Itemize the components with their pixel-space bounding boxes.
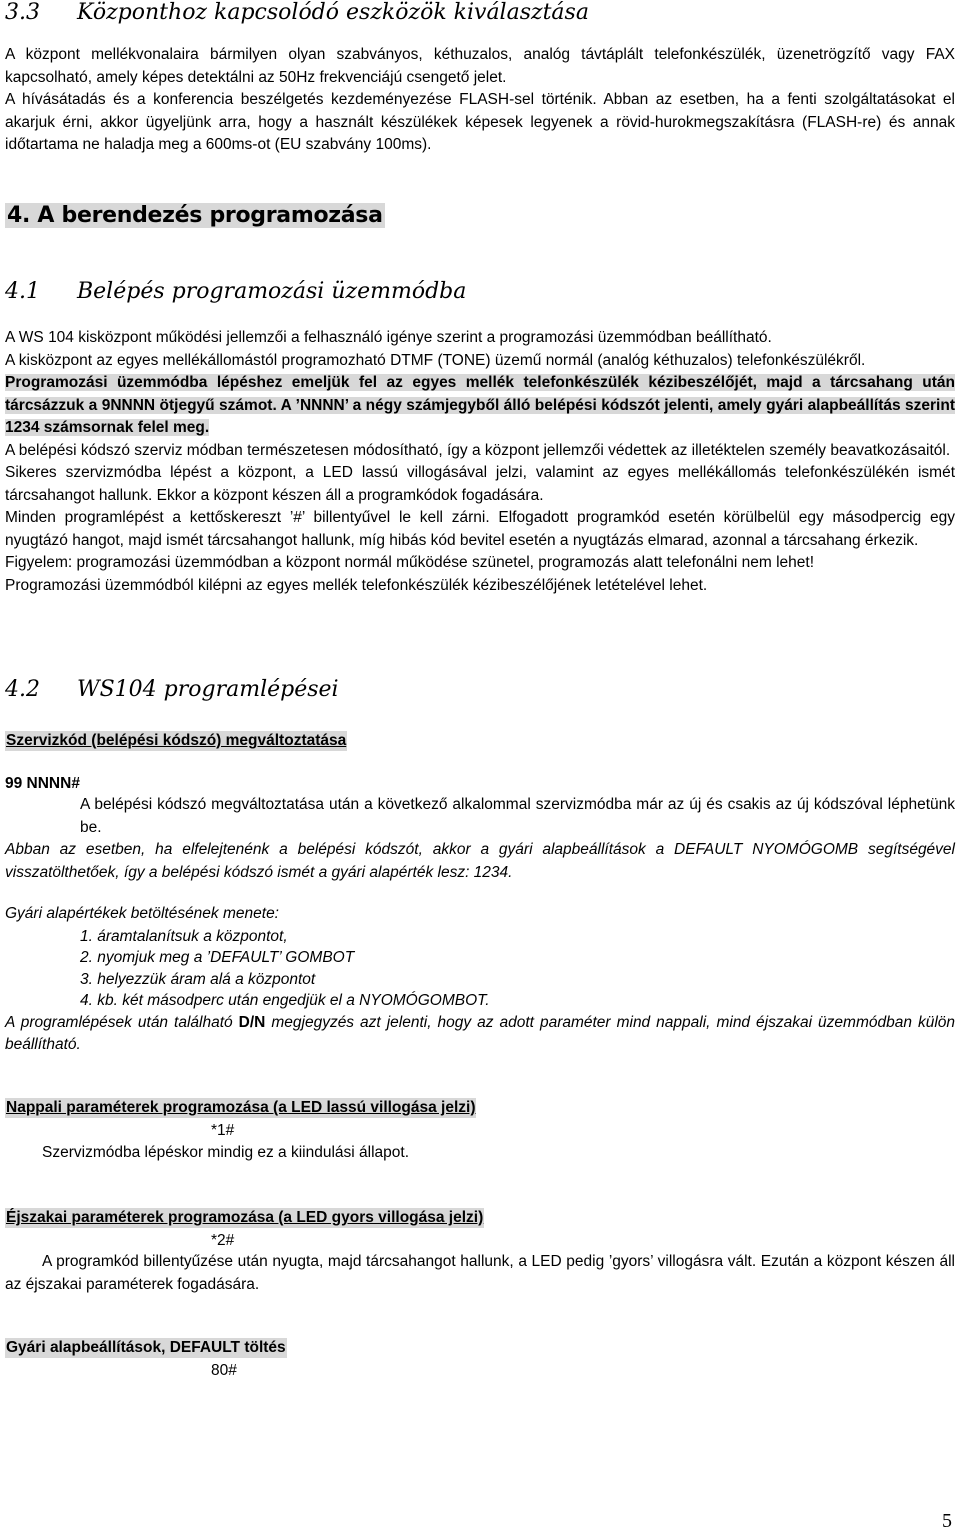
heading-4: 4. A berendezés programozása (7, 203, 383, 228)
list-item: 1. áramtalanítsuk a központot, (80, 927, 288, 945)
paragraph: Minden programlépést a kettőskereszt ’#’ billentyűvel le kell zárni. Elfogadott programkód esetén körülbelül egy másodpercig egy nyugtázó hangot, majd ismét tárcsahangot hallunk, míg hibás kód bevitel esetén a nyugtázás elmarad, azonnal a tárcsahang érkezik. (5, 509, 955, 549)
heading-3-3: 3.3 Központhoz kapcsolódó eszközök kiválasztása (5, 0, 589, 25)
program-code: *2# (211, 1232, 235, 1249)
heading-4-2: 4.2 WS104 programlépései (5, 677, 339, 702)
program-code: 80# (211, 1362, 237, 1379)
program-code: 99 NNNN# (5, 775, 80, 792)
section-4-1-body (5, 327, 955, 597)
program-code: *1# (211, 1122, 235, 1139)
night-params-body (5, 1251, 955, 1296)
section-heading-day-params: Nappali paraméterek programozása (a LED lassú villogása jelzi) (6, 1099, 476, 1116)
highlighted-paragraph: Programozási üzemmódba lépéshez emeljük fel az egyes mellék telefonkészülék kézibeszélőjét, majd a tárcsahang után tárcsázzuk a 9NNNN ötjegyű számot. A ’NNNN’ a négy számjegyből álló belépési kódszót jelenti, amely gyári alapbeállítás szerint 1234 számsornak felel meg. (5, 374, 955, 436)
paragraph: Programozási üzemmódból kilépni az egyes mellék telefonkészülék kézibeszélőjének letételével lehet. (5, 576, 708, 594)
section-heading-service-code: Szervizkód (belépési kódszó) megváltoztatása (6, 732, 347, 749)
paragraph: Szervizmódba lépéskor mindig ez a kiindulási állapot. (42, 1144, 410, 1161)
default-steps-list (5, 926, 955, 1012)
section-heading-default: Gyári alapbeállítások, DEFAULT töltés (6, 1339, 286, 1356)
paragraph: A WS 104 kisközpont működési jellemzői a felhasználó igénye szerint a programozási üzemmódban beállítható. (5, 329, 772, 346)
paragraph: Sikeres szervizmódba lépést a központ, a LED lassú villogásával jelzi, valamint az egyes mellékállomás telefonkészülékén ismét tárcsahangot hallunk. Ekkor a központ készen áll a programkódok fogadására. (5, 464, 955, 504)
paragraph: A hívásátadás és a konferencia beszélgetés kezdeményezése FLASH-sel történik. Abban az esetben, ha a fenti szolgáltatásokat el akarjuk érni, akkor ügyeljünk arra, hogy a használt készülékek képesek legyenek a rövid-hurokmegszakításra (FLASH-re) és annak időtartama ne haladja meg a 600ms-ot (EU szabvány 100ms). (5, 91, 955, 153)
paragraph: A belépési kódszó megváltoztatása után a következő alkalommal szervizmódba már az új és csakis az új kódszóval léphetünk be. (80, 796, 955, 836)
warning-paragraph: Figyelem: programozási üzemmódban a központ normál működése szünetel, programozás alatt telefonálni nem lehet! (5, 554, 815, 571)
default-procedure (5, 903, 955, 1057)
paragraph: A belépési kódszó szerviz módban természetesen módosítható, így a központ jellemzői védettek az illetéktelen személy beavatkozásaitól. (5, 441, 951, 459)
list-item: 4. kb. két másodperc után engedjük el a NYOMÓGOMBOT. (80, 992, 490, 1009)
section-heading-night-params: Éjszakai paraméterek programozása (a LED gyors villogása jelzi) (6, 1209, 484, 1226)
paragraph: Abban az esetben, ha elfelejtenénk a belépési kódszót, akkor a gyári alapbeállítások a DEFAULT NYOMÓGOMB segítségével visszatölthetőek, így a belépési kódszó ismét a gyári alapérték lesz: 1234. (5, 841, 955, 881)
list-item: 3. helyezzük áram alá a központot (80, 970, 316, 988)
paragraph: A kisközpont az egyes mellékállomástól programozható DTMF (TONE) üzemű normál (analóg kéthuzalos) telefonkészülékről. (5, 351, 866, 369)
list-item: 2. nyomjuk meg a ’DEFAULT’ GOMBOT (80, 949, 355, 966)
paragraph: A programkód billentyűzése után nyugta, majd tárcsahangot hallunk, a LED pedig ’gyors’ villogásra vált. Ezután a központ készen áll az éjszakai paraméterek fogadására. (5, 1253, 955, 1293)
heading-4-1: 4.1 Belépés programozási üzemmódba (5, 279, 467, 304)
page-number: 5 (942, 1510, 952, 1532)
section-3-3-body (5, 44, 955, 157)
paragraph: A központ mellékvonalaira bármilyen olyan szabványos, kéthuzalos, analóg távtáplált telefonkészülék, üzenetrögzítő vagy FAX kapcsolható, amely képes detektálni az 50Hz frekvenciájú csengető jelet. (5, 46, 955, 86)
paragraph: A programlépések után található D/N megjegyzés azt jelenti, hogy az adott paraméter mind nappali, mind éjszakai üzemmódban külön beállítható. (5, 1013, 955, 1053)
paragraph: Gyári alapértékek betöltésének menete: (5, 905, 279, 922)
service-code-body (5, 794, 955, 884)
